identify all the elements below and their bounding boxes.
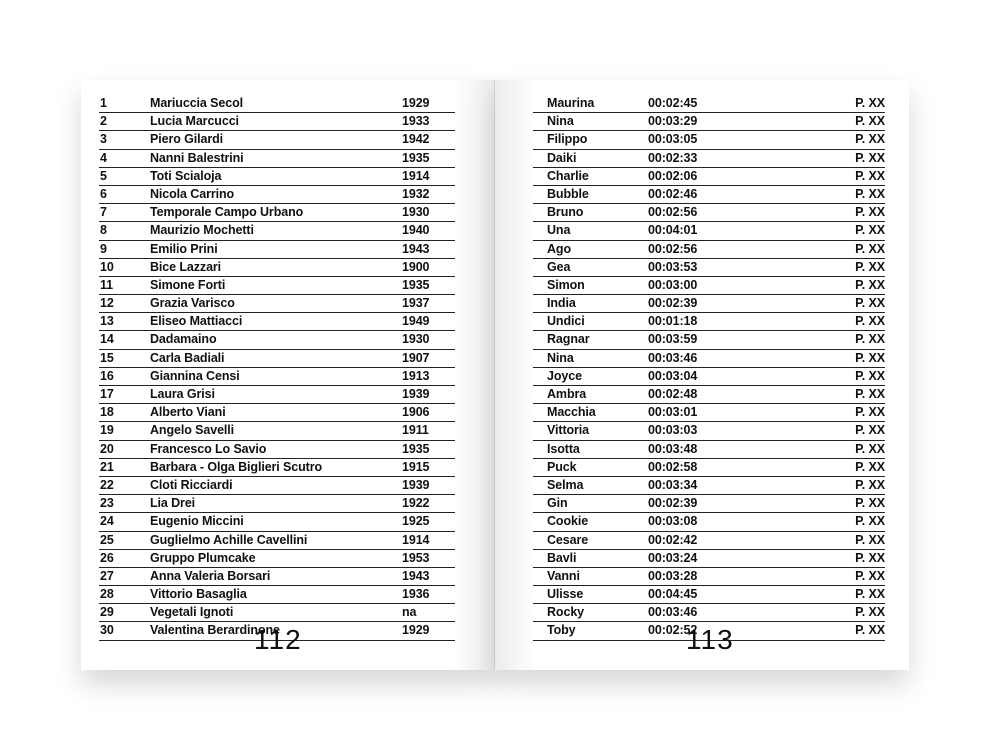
page-reference: P. XX — [855, 168, 885, 183]
track-title: Ulisse — [547, 587, 584, 602]
page-reference: P. XX — [855, 223, 885, 238]
artist-row — [99, 295, 455, 313]
artist-row — [99, 477, 455, 495]
birth-year: 1943 — [402, 241, 430, 256]
artist-name: Laura Grisi — [150, 387, 215, 401]
row-number: 9 — [100, 241, 107, 256]
artist-name: Carla Badiali — [150, 350, 225, 365]
track-duration: 00:02:42 — [648, 532, 698, 547]
track-title: India — [547, 296, 576, 311]
track-duration: 00:03:05 — [648, 132, 698, 147]
artist-row — [99, 550, 455, 568]
artist-name: Temporale Campo Urbano — [150, 205, 304, 220]
artist-row — [99, 204, 455, 222]
row-number: 6 — [100, 186, 107, 201]
track-duration: 00:03:48 — [648, 441, 698, 456]
birth-year: 1930 — [402, 205, 430, 220]
artist-name: Bice Lazzari — [150, 259, 222, 274]
track-title: Nina — [547, 350, 574, 365]
page-reference: P. XX — [855, 277, 885, 292]
artist-row — [99, 259, 455, 277]
row-number: 29 — [100, 605, 114, 620]
right-page — [495, 80, 909, 670]
track-row — [533, 550, 885, 568]
track-duration: 00:03:28 — [648, 568, 698, 583]
track-row — [533, 568, 885, 586]
artist-name: Emilio Prini — [150, 241, 218, 256]
page-number-right: 113 — [686, 624, 734, 655]
artist-row — [99, 350, 455, 368]
artist-row — [99, 404, 455, 422]
track-title: Bruno — [547, 205, 584, 220]
page-reference: P. XX — [855, 296, 885, 311]
page-reference: P. XX — [855, 205, 885, 220]
page-reference: P. XX — [855, 114, 885, 129]
artist-row — [99, 313, 455, 331]
artist-row — [99, 95, 455, 113]
track-duration: 00:03:59 — [648, 332, 698, 347]
row-number: 26 — [100, 550, 114, 565]
track-duration: 00:02:56 — [648, 241, 698, 256]
artist-row — [99, 277, 455, 295]
track-title: Rocky — [547, 605, 585, 620]
artist-row — [99, 186, 455, 204]
page-reference: P. XX — [855, 423, 885, 438]
birth-year: 1907 — [402, 350, 430, 365]
track-row — [533, 131, 885, 149]
track-title: Isotta — [547, 441, 580, 456]
artist-row — [99, 113, 455, 131]
track-title: Joyce — [547, 368, 582, 383]
track-row — [533, 459, 885, 477]
track-row — [533, 295, 885, 313]
artist-name: Angelo Savelli — [150, 423, 235, 438]
artist-name: Alberto Viani — [150, 405, 226, 420]
track-row — [533, 222, 885, 240]
birth-year: 1937 — [402, 296, 430, 311]
page-reference: P. XX — [855, 150, 885, 165]
birth-year: 1939 — [402, 477, 430, 492]
track-duration: 00:03:24 — [648, 550, 698, 565]
artist-name: Nicola Carrino — [150, 186, 235, 201]
page-reference: P. XX — [855, 568, 885, 583]
page-reference: P. XX — [855, 368, 885, 383]
row-number: 17 — [100, 387, 114, 401]
row-number: 19 — [100, 423, 114, 438]
track-row — [533, 168, 885, 186]
artist-name: Francesco Lo Savio — [150, 441, 267, 456]
birth-year: 1940 — [402, 223, 430, 238]
page-reference: P. XX — [855, 350, 885, 365]
track-title: Cookie — [547, 514, 589, 529]
row-number: 14 — [100, 332, 114, 347]
page-number-left: 112 — [254, 624, 302, 655]
artist-row — [99, 368, 455, 386]
row-number: 24 — [100, 514, 114, 529]
row-number: 27 — [100, 568, 114, 583]
track-title: Ago — [547, 241, 571, 256]
birth-year: 1935 — [402, 150, 430, 165]
track-title: Charlie — [547, 168, 589, 183]
track-title: Daiki — [547, 150, 577, 165]
artist-name: Vegetali Ignoti — [150, 605, 234, 620]
track-title: Filippo — [547, 132, 588, 147]
page-reference: P. XX — [855, 605, 885, 620]
artist-name: Cloti Ricciardi — [150, 477, 233, 492]
track-duration: 00:02:56 — [648, 205, 698, 220]
birth-year: 1942 — [402, 132, 430, 147]
birth-year: 1935 — [402, 441, 430, 456]
track-row — [533, 204, 885, 222]
birth-year: 1943 — [402, 568, 430, 583]
row-number: 15 — [100, 350, 114, 365]
track-duration: 00:02:39 — [648, 496, 698, 511]
artist-name: Valentina Berardinone — [150, 623, 280, 638]
artist-row — [99, 568, 455, 586]
track-duration: 00:02:45 — [648, 96, 698, 110]
artist-row — [99, 604, 455, 622]
track-title: Vanni — [547, 568, 580, 583]
track-title: Ragnar — [547, 332, 590, 347]
row-number: 10 — [100, 259, 114, 274]
page-reference: P. XX — [855, 441, 885, 456]
track-row — [533, 113, 885, 131]
track-row — [533, 532, 885, 550]
track-title: Cesare — [547, 532, 589, 547]
track-title: Selma — [547, 477, 584, 492]
track-duration: 00:03:08 — [648, 514, 698, 529]
birth-year: 1922 — [402, 496, 430, 511]
track-row — [533, 150, 885, 168]
row-number: 16 — [100, 368, 114, 383]
artist-name: Grazia Varisco — [150, 296, 235, 311]
track-duration: 00:04:45 — [648, 587, 698, 602]
track-row — [533, 422, 885, 440]
track-title: Una — [547, 223, 571, 238]
row-number: 5 — [100, 168, 107, 183]
track-list — [533, 95, 885, 641]
artist-name: Anna Valeria Borsari — [150, 568, 271, 583]
artist-name: Gruppo Plumcake — [150, 550, 256, 565]
birth-year: 1936 — [402, 587, 430, 602]
artist-name: Piero Gilardi — [150, 132, 224, 147]
page-reference: P. XX — [855, 387, 885, 401]
track-row — [533, 441, 885, 459]
track-row — [533, 186, 885, 204]
birth-year: 1929 — [402, 623, 430, 638]
page-reference: P. XX — [855, 332, 885, 347]
track-row — [533, 386, 885, 404]
row-number: 1 — [100, 96, 107, 110]
track-title: Bavli — [547, 550, 577, 565]
row-number: 28 — [100, 587, 114, 602]
track-duration: 00:03:29 — [648, 114, 698, 129]
track-duration: 00:02:46 — [648, 186, 698, 201]
track-duration: 00:02:48 — [648, 387, 698, 401]
artist-row — [99, 386, 455, 404]
track-duration: 00:02:52 — [648, 623, 698, 638]
track-row — [533, 259, 885, 277]
artist-row — [99, 586, 455, 604]
artist-row — [99, 422, 455, 440]
track-duration: 00:04:01 — [648, 223, 698, 238]
page-reference: P. XX — [855, 623, 885, 638]
page-reference: P. XX — [855, 96, 885, 110]
birth-year: 1932 — [402, 186, 430, 201]
track-duration: 00:02:58 — [648, 459, 698, 474]
birth-year: 1953 — [402, 550, 430, 565]
row-number: 11 — [100, 277, 114, 292]
birth-year: 1900 — [402, 259, 430, 274]
artist-name: Dadamaino — [150, 332, 217, 347]
artist-row — [99, 150, 455, 168]
track-title: Bubble — [547, 186, 589, 201]
birth-year: 1930 — [402, 332, 430, 347]
birth-year: 1933 — [402, 114, 430, 129]
track-duration: 00:03:53 — [648, 259, 698, 274]
track-row — [533, 95, 885, 113]
artist-name: Eugenio Miccini — [150, 514, 244, 529]
page-reference: P. XX — [855, 314, 885, 329]
track-row — [533, 404, 885, 422]
page-reference: P. XX — [855, 259, 885, 274]
artist-name: Nanni Balestrini — [150, 150, 244, 165]
page-reference: P. XX — [855, 459, 885, 474]
track-row — [533, 277, 885, 295]
birth-year: 1915 — [402, 459, 430, 474]
row-number: 20 — [100, 441, 114, 456]
page-reference: P. XX — [855, 186, 885, 201]
track-duration: 00:03:04 — [648, 368, 698, 383]
track-title: Macchia — [547, 405, 596, 420]
artist-name: Maurizio Mochetti — [150, 223, 254, 238]
track-duration: 00:02:33 — [648, 150, 698, 165]
page-reference: P. XX — [855, 477, 885, 492]
birth-year: 1935 — [402, 277, 430, 292]
track-row — [533, 313, 885, 331]
track-title: Nina — [547, 114, 574, 129]
birth-year: 1906 — [402, 405, 430, 420]
row-number: 22 — [100, 477, 114, 492]
track-title: Simon — [547, 277, 585, 292]
track-duration: 00:03:01 — [648, 405, 698, 420]
row-number: 25 — [100, 532, 114, 547]
artist-name: Lia Drei — [150, 496, 196, 511]
track-row — [533, 477, 885, 495]
row-number: 30 — [100, 623, 114, 638]
birth-year: 1913 — [402, 368, 430, 383]
birth-year: 1939 — [402, 387, 430, 401]
track-row — [533, 604, 885, 622]
track-title: Gea — [547, 259, 571, 274]
track-title: Vittoria — [547, 423, 590, 438]
artist-row — [99, 168, 455, 186]
birth-year: 1925 — [402, 514, 430, 529]
track-title: Undici — [547, 314, 585, 329]
artist-row — [99, 331, 455, 349]
artist-name: Toti Scialoja — [150, 168, 222, 183]
row-number: 2 — [100, 114, 107, 129]
birth-year: 1929 — [402, 96, 430, 110]
track-title: Maurina — [547, 96, 595, 110]
artist-name: Eliseo Mattiacci — [150, 314, 243, 329]
track-row — [533, 495, 885, 513]
track-row — [533, 368, 885, 386]
track-duration: 00:03:46 — [648, 605, 698, 620]
row-number: 12 — [100, 296, 114, 311]
track-duration: 00:03:46 — [648, 350, 698, 365]
artist-list — [99, 95, 455, 641]
artist-name: Mariuccia Secol — [150, 96, 243, 110]
page-reference: P. XX — [855, 550, 885, 565]
row-number: 23 — [100, 496, 114, 511]
track-duration: 00:03:03 — [648, 423, 698, 438]
track-duration: 00:01:18 — [648, 314, 698, 329]
artist-row — [99, 222, 455, 240]
track-row — [533, 513, 885, 531]
row-number: 4 — [100, 150, 107, 165]
artist-name: Giannina Censi — [150, 368, 240, 383]
row-number: 21 — [100, 459, 114, 474]
artist-row — [99, 131, 455, 149]
track-title: Toby — [547, 623, 576, 638]
artist-name: Vittorio Basaglia — [150, 587, 247, 602]
page-reference: P. XX — [855, 132, 885, 147]
birth-year: na — [402, 605, 417, 620]
track-duration: 00:03:34 — [648, 477, 698, 492]
track-row — [533, 586, 885, 604]
artist-name: Barbara - Olga Biglieri Scutro — [150, 459, 323, 474]
page-reference: P. XX — [855, 405, 885, 420]
track-row — [533, 331, 885, 349]
row-number: 18 — [100, 405, 114, 420]
row-number: 8 — [100, 223, 107, 238]
page-reference: P. XX — [855, 496, 885, 511]
page-reference: P. XX — [855, 532, 885, 547]
track-title: Ambra — [547, 387, 587, 401]
track-duration: 00:02:39 — [648, 296, 698, 311]
page-reference: P. XX — [855, 241, 885, 256]
row-number: 3 — [100, 132, 107, 147]
track-duration: 00:02:06 — [648, 168, 698, 183]
page-reference: P. XX — [855, 514, 885, 529]
artist-name: Guglielmo Achille Cavellini — [150, 532, 308, 547]
birth-year: 1914 — [402, 168, 430, 183]
row-number: 7 — [100, 205, 107, 220]
track-duration: 00:03:00 — [648, 277, 698, 292]
track-title: Gin — [547, 496, 568, 511]
birth-year: 1949 — [402, 314, 430, 329]
artist-row — [99, 513, 455, 531]
track-row — [533, 350, 885, 368]
track-title: Puck — [547, 459, 577, 474]
track-row — [533, 241, 885, 259]
artist-row — [99, 532, 455, 550]
artist-row — [99, 459, 455, 477]
artist-row — [99, 441, 455, 459]
artist-row — [99, 241, 455, 259]
artist-name: Simone Forti — [150, 277, 226, 292]
page-reference: P. XX — [855, 587, 885, 602]
birth-year: 1914 — [402, 532, 430, 547]
artist-name: Lucia Marcucci — [150, 114, 239, 129]
birth-year: 1911 — [402, 423, 429, 438]
left-page — [81, 80, 495, 670]
row-number: 13 — [100, 314, 114, 329]
artist-row — [99, 495, 455, 513]
